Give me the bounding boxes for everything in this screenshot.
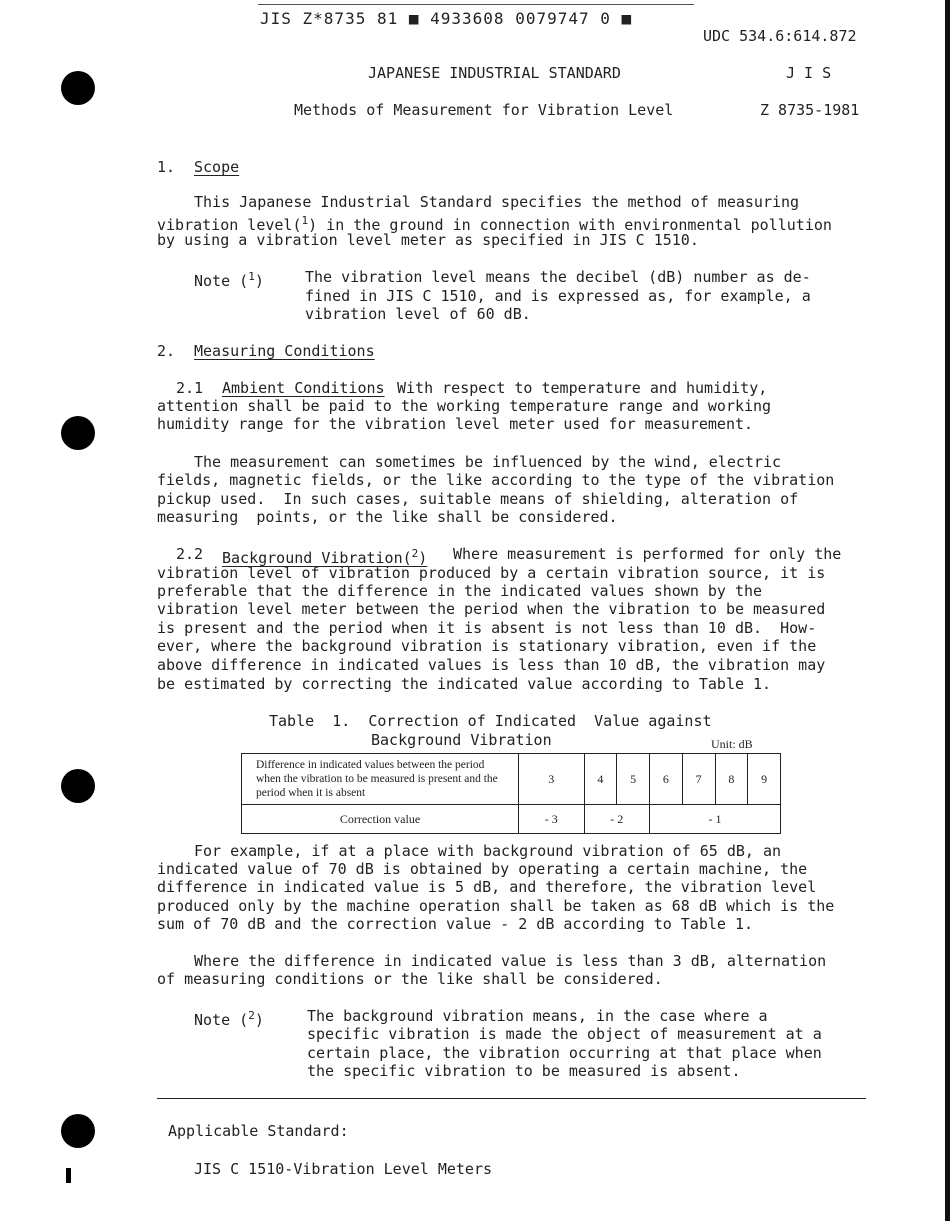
subsection-2-2-heading: Background Vibration($^2$) [222,547,428,567]
paragraph-line: ever, where the background vibration is stationary vibration, even if the [157,637,817,655]
subsection-2-1-heading: Ambient Conditions [222,379,385,397]
table-cell: - 3 [519,805,585,834]
note-line: certain place, the vibration occurring at that place when [307,1044,822,1062]
paragraph-line: of measuring conditions or the like shall be considered. [157,970,663,988]
footer-rule [157,1098,866,1099]
section-2-heading: Measuring Conditions [194,342,375,360]
paragraph-line: by using a vibration level meter as specified in JIS C 1510. [157,231,699,249]
applicable-standard-ref: JIS C 1510-Vibration Level Meters [194,1160,493,1178]
table-title: Table 1. Correction of Indicated Value against [269,712,712,730]
paragraph-line: produced only by the machine operation shall be taken as 68 dB which is the [157,897,835,915]
header-rule [258,4,694,5]
note-1-label: Note ($^1$) [194,270,264,290]
table-row-label: Difference in indicated values between the period when the vibration to be measured is present and the period when it is absent [242,754,519,805]
table-cell: 6 [650,754,683,805]
note-2-label: Note ($^2$) [194,1009,264,1029]
section-2-number: 2. [157,342,176,360]
note-line: the specific vibration to be measured is absent. [307,1062,741,1080]
note-line: The background vibration means, in the case where a [307,1007,768,1025]
scan-edge [945,0,950,1221]
paragraph-line: be estimated by correcting the indicated value according to Table 1. [157,675,772,693]
note-line: vibration level of 60 dB. [305,305,531,323]
doc-code: JIS Z*8735 81 ■ 4933608 0079747 0 ■ [260,9,633,28]
scan-mark [66,1168,71,1183]
table-cell: 3 [519,754,585,805]
section-1-heading: Scope [194,158,240,176]
paragraph-line: vibration level meter between the period when the vibration to be measured [157,600,826,618]
paragraph-line: is present and the period when it is absent is not less than 10 dB. How- [157,619,817,637]
paragraph-line: difference in indicated value is 5 dB, and therefore, the vibration level [157,878,817,896]
paragraph-line: sum of 70 dB and the correction value - 2 dB according to Table 1. [157,915,754,933]
paragraph-line: indicated value of 70 dB is obtained by operating a certain machine, the [157,860,808,878]
paragraph-line: Where measurement is performed for only the [453,545,842,563]
paragraph-line: For example, if at a place with background vibration of 65 dB, an [194,842,781,860]
paragraph-line: The measurement can sometimes be influenced by the wind, electric [194,453,781,471]
paragraph-line: measuring points, or the like shall be considered. [157,508,618,526]
note-line: specific vibration is made the object of measurement at a [307,1025,822,1043]
note-line: fined in JIS C 1510, and is expressed as, for example, a [305,287,811,305]
note-line: The vibration level means the decibel (dB) number as de- [305,268,811,286]
punch-hole [61,769,95,803]
punch-hole [61,1114,95,1148]
table-title-cont: Background Vibration [371,731,552,749]
subsection-2-2-number: 2.2 [176,545,204,563]
paragraph-line: Where the difference in indicated value is less than 3 dB, alternation [194,952,827,970]
section-1-number: 1. [157,158,176,176]
table-cell: 9 [748,754,781,805]
paragraph-line: preferable that the difference in the indicated values shown by the [157,582,763,600]
table-row-label: Correction value [242,805,519,834]
punch-hole [61,416,95,450]
paragraph-line: attention shall be paid to the working temperature range and working [157,397,772,415]
applicable-standard-label: Applicable Standard: [168,1122,349,1140]
standard-number: Z 8735-1981 [760,101,860,119]
udc-number: UDC 534.6:614.872 [703,27,857,45]
paragraph-line: above difference in indicated values is less than 10 dB, the vibration may [157,656,826,674]
punch-hole [61,71,95,105]
table-cell: 7 [682,754,715,805]
paragraph-line: vibration level of vibration produced by a certain vibration source, it is [157,564,826,582]
paragraph-line: vibration level($^1$) in the ground in connection with environmental pollution [157,214,832,234]
table-unit: Unit: dB [711,737,753,751]
paragraph-line: With respect to temperature and humidity, [397,379,768,397]
subsection-2-1-number: 2.1 [176,379,204,397]
table-cell: - 1 [650,805,781,834]
paragraph-line: humidity range for the vibration level meter used for measurement. [157,415,754,433]
correction-table [241,753,781,834]
table-cell: - 2 [584,805,650,834]
page-title: Methods of Measurement for Vibration Level [294,101,674,119]
paragraph-line: This Japanese Industrial Standard specifies the method of measuring [194,193,800,211]
table-cell: 4 [584,754,617,805]
table-cell: 8 [715,754,748,805]
paragraph-line: fields, magnetic fields, or the like according to the type of the vibration [157,471,835,489]
jis-mark: J I S [786,64,832,82]
table-cell: 5 [617,754,650,805]
standard-name: JAPANESE INDUSTRIAL STANDARD [368,64,621,82]
paragraph-line: pickup used. In such cases, suitable means of shielding, alteration of [157,490,799,508]
